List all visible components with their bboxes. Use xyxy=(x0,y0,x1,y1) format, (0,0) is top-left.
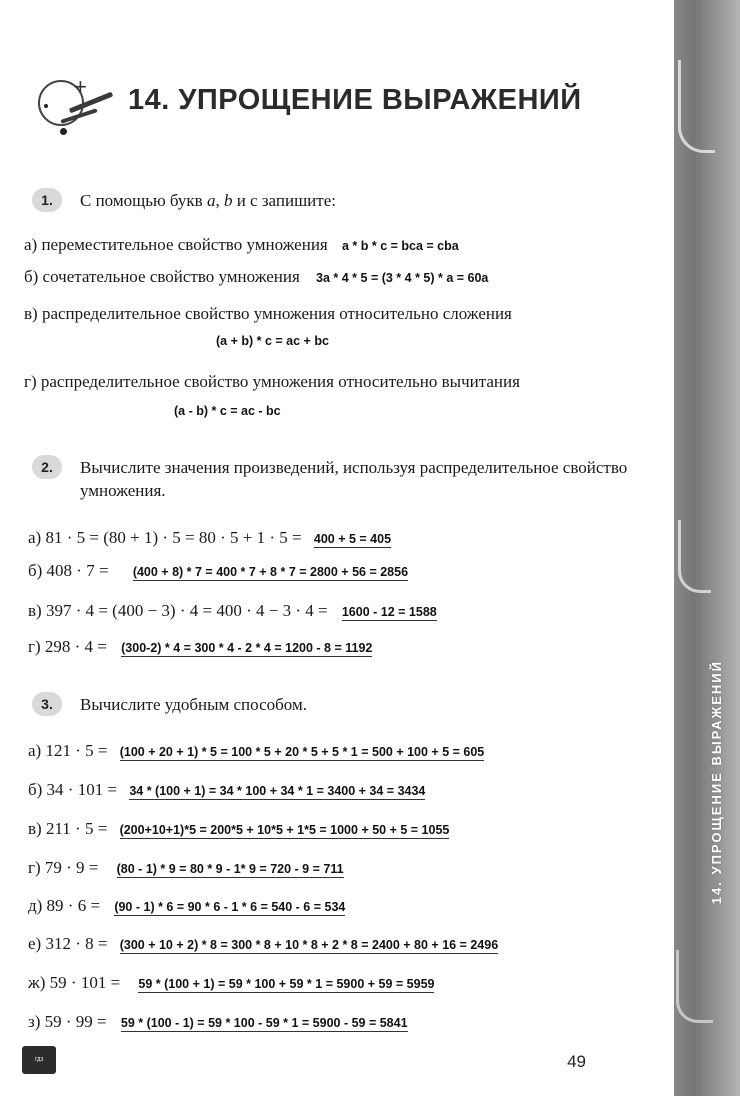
task-2-item-a: а) 81 · 5 = (80 + 1) · 5 = 80 · 5 + 1 · 5 = 400 + 5 = 405 xyxy=(28,528,392,547)
handwritten-answer: (200+10+1)*5 = 200*5 + 10*5 + 1*5 = 1000 + 50 + 5 = 1055 xyxy=(119,823,450,837)
handwritten-answer: 3a * 4 * 5 = (3 * 4 * 5) * a = 60a xyxy=(316,271,489,285)
spine-curl-mid-icon xyxy=(678,520,711,593)
handwritten-answer: (400 + 8) * 7 = 400 * 7 + 8 * 7 = 2800 + 56 = 2856 xyxy=(132,565,409,579)
task-number: 2. xyxy=(32,455,62,479)
task-prompt: Вычислите удобным способом. xyxy=(80,695,307,714)
task-3-item-e: е) 312 · 8 = (300 + 10 + 2) * 8 = 300 * 8 + 10 * 8 + 2 * 8 = 2400 + 80 + 16 = 2496 xyxy=(28,934,499,953)
handwritten-answer: 34 * (100 + 1) = 34 * 100 + 34 * 1 = 3400 + 34 = 3434 xyxy=(129,784,426,798)
page-header xyxy=(24,70,644,148)
handwritten-answer: (80 - 1) * 9 = 80 * 9 - 1* 9 = 720 - 9 = 711 xyxy=(116,862,344,876)
task-number: 1. xyxy=(32,188,62,212)
handwritten-answer: 59 * (100 - 1) = 59 * 100 - 59 * 1 = 5900 - 59 = 5841 xyxy=(120,1016,408,1030)
task-1-item-g: г) распределительное свойство умножения относительно вычитания xyxy=(24,372,520,391)
handwritten-answer: (a - b) * c = ac - bc xyxy=(174,404,281,418)
spine-curl-top-icon xyxy=(678,60,715,153)
publisher-logo: ГДЗ xyxy=(22,1046,56,1074)
task-3-item-z: з) 59 · 99 = 59 * (100 - 1) = 59 * 100 - 59 * 1 = 5900 - 59 = 5841 xyxy=(28,1012,408,1031)
task-3-item-b: б) 34 · 101 = 34 * (100 + 1) = 34 * 100 + 34 * 1 = 3400 + 34 = 3434 xyxy=(28,780,426,799)
handwritten-answer: 1600 - 12 = 1588 xyxy=(341,605,437,619)
handwritten-answer: (90 - 1) * 6 = 90 * 6 - 1 * 6 = 540 - 6 = 534 xyxy=(114,900,346,914)
handwritten-answer: (300-2) * 4 = 300 * 4 - 2 * 4 = 1200 - 8 = 1192 xyxy=(121,641,373,655)
handwritten-answer: 400 + 5 = 405 xyxy=(313,532,392,546)
task-2-item-b: б) 408 · 7 = (400 + 8) * 7 = 400 * 7 + 8 * 7 = 2800 + 56 = 2856 xyxy=(28,561,409,580)
task-3-item-a: а) 121 · 5 = (100 + 20 + 1) * 5 = 100 * 5 + 20 * 5 + 5 * 1 = 500 + 100 + 5 = 605 xyxy=(28,741,485,760)
handwritten-answer: a * b * c = bca = cba xyxy=(341,239,459,253)
spine-title: 14. УПРОЩЕНИЕ ВЫРАЖЕНИЙ xyxy=(709,660,724,905)
task-2-item-v: в) 397 · 4 = (400 − 3) · 4 = 400 · 4 − 3 · 4 = 1600 - 12 = 1588 xyxy=(28,601,437,620)
handwritten-answer: (a + b) * c = ac + bc xyxy=(216,334,329,348)
handwritten-answer: 59 * (100 + 1) = 59 * 100 + 59 * 1 = 5900 + 59 = 5959 xyxy=(138,977,435,991)
task-1-item-v: в) распределительное свойство умножения относительно сложения xyxy=(24,304,512,323)
task-3-item-g: г) 79 · 9 = (80 - 1) * 9 = 80 * 9 - 1* 9 = 720 - 9 = 711 xyxy=(28,858,344,877)
task-prompt: С помощью букв a, b и с запишите: xyxy=(80,191,336,210)
task-3-item-d: д) 89 · 6 = (90 - 1) * 6 = 90 * 6 - 1 * 6 = 540 - 6 = 534 xyxy=(28,896,346,915)
task-number: 3. xyxy=(32,692,62,716)
compass-pencil-icon: + xyxy=(30,70,122,142)
task-1-item-a: а) переместительное свойство умножения a * b * c = bca = cba xyxy=(24,235,459,254)
task-prompt: Вычислите значения произведений, используя распределительное свойство умножения. xyxy=(80,458,628,500)
task-2-item-g: г) 298 · 4 = (300-2) * 4 = 300 * 4 - 2 * 4 = 1200 - 8 = 1192 xyxy=(28,637,373,656)
page-title: 14. УПРОЩЕНИЕ ВЫРАЖЕНИЙ xyxy=(128,84,582,116)
task-3-item-v: в) 211 · 5 = (200+10+1)*5 = 200*5 + 10*5 + 1*5 = 1000 + 50 + 5 = 1055 xyxy=(28,819,450,838)
handwritten-answer: (100 + 20 + 1) * 5 = 100 * 5 + 20 * 5 + 5 * 1 = 500 + 100 + 5 = 605 xyxy=(119,745,485,759)
book-spine xyxy=(674,0,740,1096)
page-number: 49 xyxy=(567,1052,586,1071)
task-1-item-b: б) сочетательное свойство умножения 3a * 4 * 5 = (3 * 4 * 5) * a = 60a xyxy=(24,267,489,286)
spine-curl-bottom-icon xyxy=(676,950,713,1023)
task-3-item-zh: ж) 59 · 101 = 59 * (100 + 1) = 59 * 100 + 59 * 1 = 5900 + 59 = 5959 xyxy=(28,973,435,992)
handwritten-answer: (300 + 10 + 2) * 8 = 300 * 8 + 10 * 8 + 2 * 8 = 2400 + 80 + 16 = 2496 xyxy=(119,938,499,952)
